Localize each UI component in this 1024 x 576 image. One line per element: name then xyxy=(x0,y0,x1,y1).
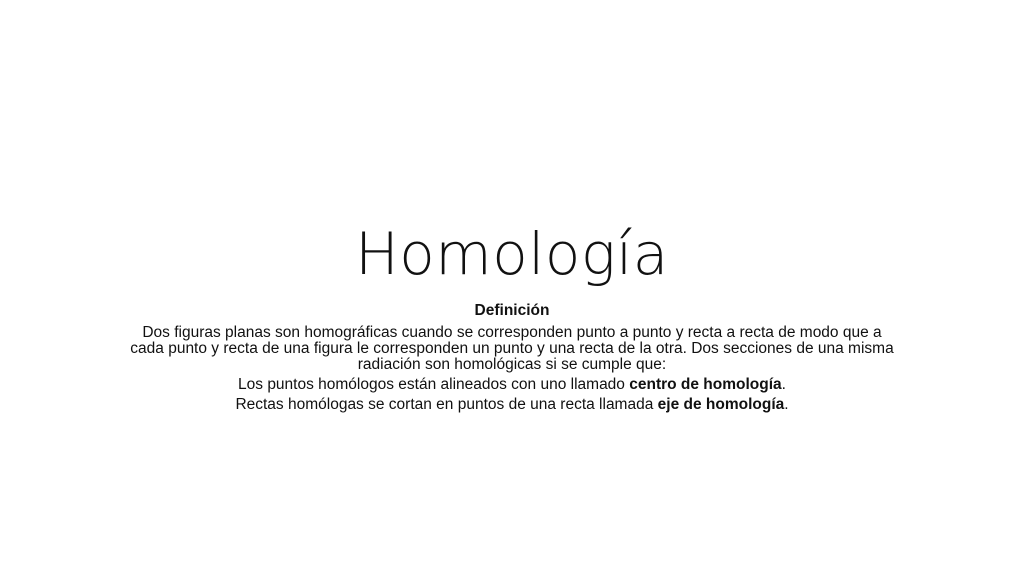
definition-heading: Definición xyxy=(474,302,550,319)
center-term: centro de homología xyxy=(629,376,782,393)
slide-title: Homología xyxy=(355,220,669,288)
slide-body xyxy=(130,303,894,417)
center-statement-prefix: Los puntos homólogos están alineados con uno llamado xyxy=(238,376,630,393)
axis-statement-suffix: . xyxy=(784,396,789,413)
definition-paragraph: Dos figuras planas son homográficas cuando se corresponden punto a punto y recta a recta de modo que a cada punto y recta de una figura le corresponden un punto y una recta de la otra. Dos secciones de una misma radiación son homológicas si se cumple que: xyxy=(130,324,894,373)
center-statement xyxy=(70,377,954,393)
axis-term: eje de homología xyxy=(657,396,785,413)
axis-statement xyxy=(70,397,954,413)
center-statement-suffix: . xyxy=(781,376,786,393)
axis-statement-prefix: Rectas homólogas se cortan en puntos de una recta llamada xyxy=(235,396,658,413)
